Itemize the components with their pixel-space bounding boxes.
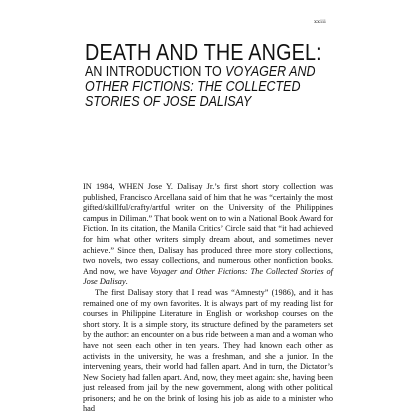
chapter-title: DEATH AND THE ANGEL: (85, 39, 322, 65)
subtitle-plain: AN INTRODUCTION TO (85, 64, 226, 80)
subtitle-book-title-line-3: STORIES OF JOSE DALISAY (85, 94, 252, 110)
paragraph-2 (83, 288, 333, 415)
chapter-title-block (85, 40, 335, 110)
subtitle-book-title-line-1: VOYAGER AND (225, 64, 316, 80)
paragraph-1-book-title: Voyager and Other Fictions: The Collected Stories of Jose Dalisay (83, 266, 333, 287)
paragraph-1-text: IN 1984, WHEN Jose Y. Dalisay Jr.’s first short story collection was published, Francisco Arcellana said of him that he was “certainly the most gifted/skillful/crafty/artful writer on the University of the Philippines campus in Diliman.” That book went on to win a National Book Award for Fiction. In its citation, the Manila Critics’ Circle said that “it had achieved for him what other writers simply dream about, and sometimes never achieve.” Since then, Dalisay has produced three more story collections, two novels, two essay collections, and numerous other nonfiction books. And now, we have (83, 182, 333, 276)
subtitle-book-title-line-2: OTHER FICTIONS: THE COLLECTED (85, 79, 301, 95)
chapter-subtitle (85, 64, 316, 110)
paragraph-1-end: . (125, 277, 128, 287)
paragraph-1 (83, 182, 333, 288)
subtitle-book-title (85, 79, 300, 110)
paragraph-2-text: The first Dalisay story that I read was “Amnesty” (1986), and it has remained one of my own favorites. It is always part of my reading list for courses in Philippine Literature in English or workshop courses on the short story. It is a simple story, its structure defined by the parameters set by the author: an encounter on a bus ride between a man and a woman who have not seen each other in ten years. They had known each other as activists in the university, he was a freshman, and she a junior. In the intervening years, their world had fallen apart. And in turn, the Dictator’s New Society had fallen apart. And, now, they meet again: she, having been just released from jail by the new government, along with other political prisoners; and he on the brink of losing his job as aide to a minister who had (83, 287, 333, 414)
page-number: xxiii (314, 19, 326, 25)
body-text (83, 182, 333, 415)
